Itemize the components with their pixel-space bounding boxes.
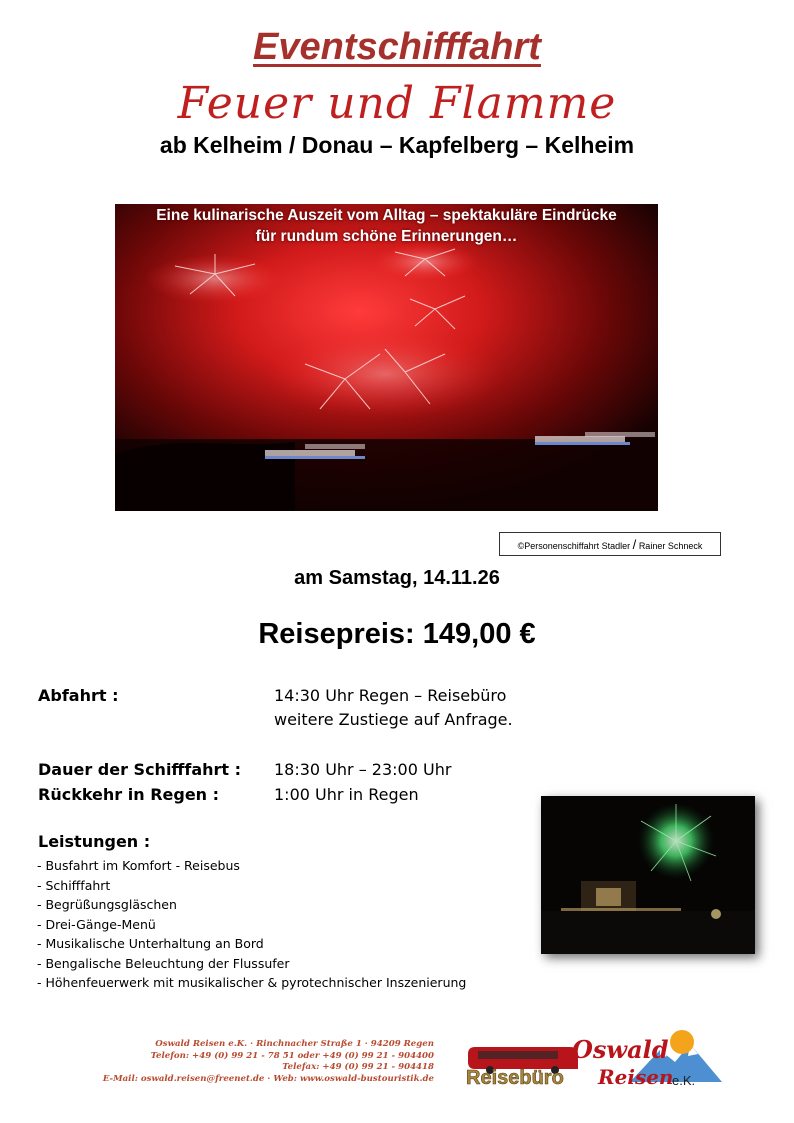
travel-price: Reisepreis: 149,00 € bbox=[258, 618, 536, 650]
logo-graphic bbox=[460, 1022, 740, 1094]
service-item: - Musikalische Unterhaltung an Bord bbox=[37, 936, 264, 951]
return-value: 1:00 Uhr in Regen bbox=[274, 785, 419, 804]
company-contact bbox=[88, 1039, 434, 1085]
departure-value: 14:30 Uhr Regen – Reisebüro bbox=[274, 686, 507, 705]
caption-line-2: für rundum schöne Erinnerungen… bbox=[255, 228, 518, 245]
service-item: - Busfahrt im Komfort - Reisebus bbox=[37, 858, 240, 873]
service-item: - Schifffahrt bbox=[37, 877, 111, 893]
departure-note: weitere Zustiege auf Anfrage. bbox=[274, 710, 513, 729]
green-fireworks-photo bbox=[541, 796, 755, 954]
route-line: ab Kelheim / Donau – Kapfelberg – Kelheim bbox=[159, 132, 635, 158]
logo-script-2: Reisen bbox=[598, 1065, 674, 1089]
logo-word: Reisebüro bbox=[466, 1067, 564, 1089]
fireworks-illustration bbox=[115, 204, 658, 511]
fireworks-photo bbox=[115, 204, 658, 511]
duration-value: 18:30 Uhr – 23:00 Uhr bbox=[274, 760, 452, 779]
logo-suffix: e.K. bbox=[672, 1073, 696, 1088]
company-logo bbox=[460, 1022, 740, 1094]
caption-line-1: Eine kulinarische Auszeit vom Alltag – spektakuläre Eindrücke bbox=[156, 207, 617, 224]
contact-email-web: E-Mail: oswald.reisen@freenet.de · Web: www.oswald-bustouristik.de bbox=[102, 1073, 434, 1084]
green-fireworks-illustration bbox=[541, 796, 755, 954]
hero-caption bbox=[115, 204, 658, 247]
service-item: - Drei-Gänge-Menü bbox=[37, 916, 156, 932]
services-list bbox=[37, 856, 466, 993]
credit-right: Rainer Schneck bbox=[638, 541, 703, 551]
logo-script: Oswald bbox=[572, 1035, 669, 1064]
duration-label: Dauer der Schifffahrt : bbox=[38, 760, 242, 779]
contact-fax: Telefax: +49 (0) 99 21 - 904418 bbox=[282, 1062, 434, 1072]
service-item: - Begrüßungsgläschen bbox=[37, 897, 177, 912]
service-item: - Höhenfeuerwerk mit musikalischer & pyrotechnischer Inszenierung bbox=[37, 975, 467, 990]
return-label: Rückkehr in Regen : bbox=[38, 785, 220, 804]
services-heading: Leistungen : bbox=[38, 832, 151, 851]
contact-phone: Telefon: +49 (0) 99 21 - 78 51 oder +49 (0) 99 21 - 904400 bbox=[150, 1050, 434, 1061]
credit-left: ©Personenschiffahrt Stadler bbox=[517, 541, 631, 551]
event-title: Eventschifffahrt bbox=[253, 26, 541, 68]
credit-separator: / bbox=[632, 537, 637, 552]
contact-address: Oswald Reisen e.K. · Rinchnacher Straße 1 · 94209 Regen bbox=[155, 1039, 434, 1049]
departure-label: Abfahrt : bbox=[38, 686, 119, 705]
photo-credit bbox=[499, 532, 721, 556]
event-subtitle: Feuer und Flamme bbox=[177, 78, 617, 129]
event-date: am Samstag, 14.11.26 bbox=[294, 567, 500, 589]
service-item: - Bengalische Beleuchtung der Flussufer bbox=[37, 955, 290, 971]
